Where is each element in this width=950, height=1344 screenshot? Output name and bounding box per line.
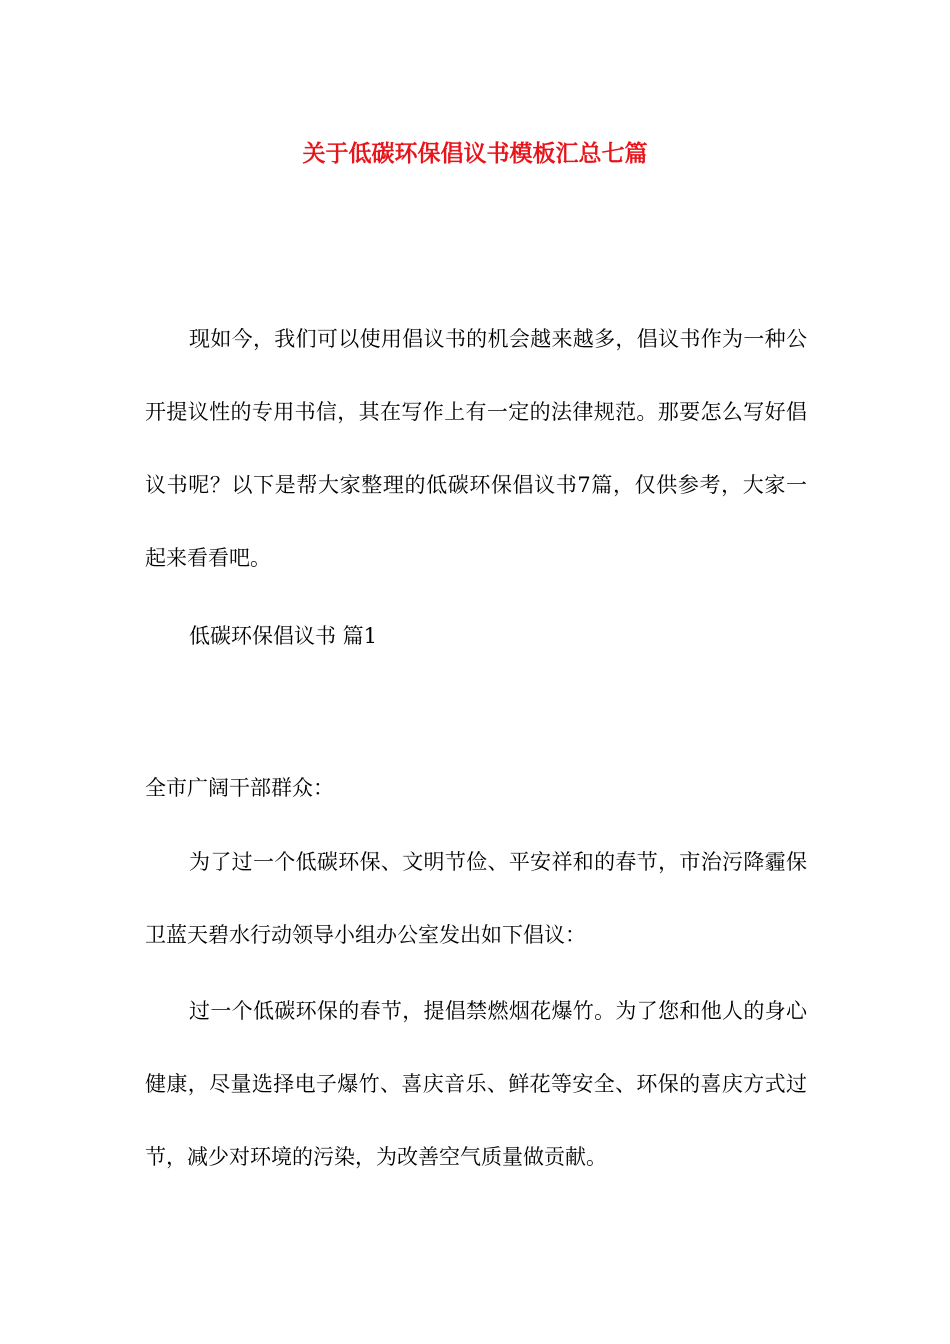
- document-title: 关于低碳环保倡议书模板汇总七篇: [302, 141, 648, 167]
- body-paragraph: 为了过一个低碳环保、文明节俭、平安祥和的春节，市治污降霾保卫蓝天碧水行动领导小组办公室发出如下倡议：: [145, 850, 807, 947]
- salutation: 全市广阔干部群众：: [145, 776, 334, 800]
- body-paragraph: 过一个低碳环保的春节，提倡禁燃烟花爆竹。为了您和他人的身心健康，尽量选择电子爆竹、喜庆音乐、鲜花等安全、环保的喜庆方式过节，减少对环境的污染，为改善空气质量做贡献。: [145, 999, 807, 1169]
- section-heading: 低碳环保倡议书 篇1: [189, 624, 378, 648]
- intro-paragraph: 现如今，我们可以使用倡议书的机会越来越多，倡议书作为一种公开提议性的专用书信，其在写作上有一定的法律规范。那要怎么写好倡议书呢？以下是帮大家整理的低碳环保倡议书7篇，仅供参考，大家一起来看看吧。: [145, 327, 807, 570]
